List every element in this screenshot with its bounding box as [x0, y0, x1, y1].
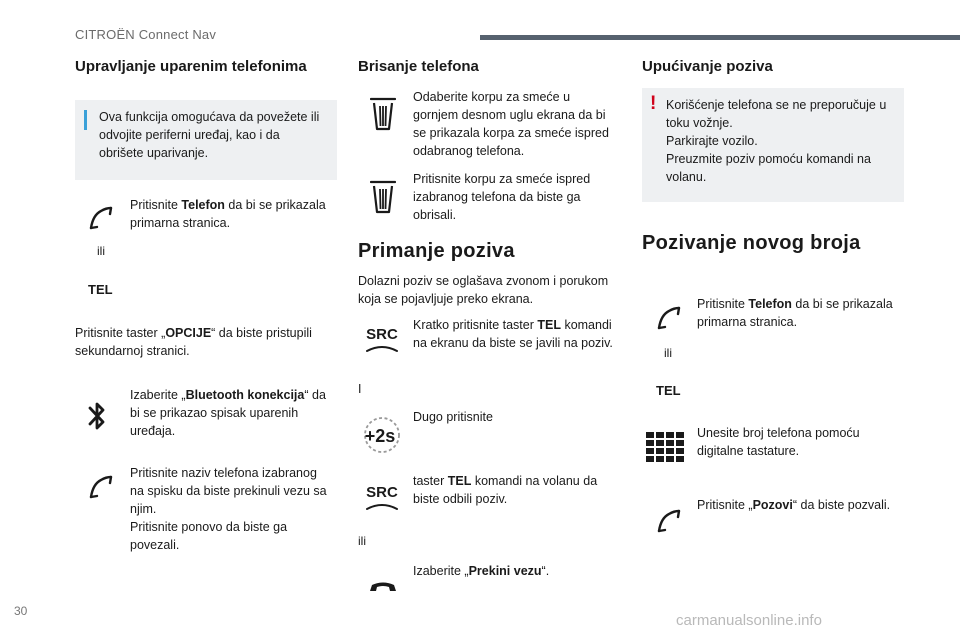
text: “ da biste pozvali.: [792, 498, 891, 512]
or-label: ili: [97, 244, 105, 258]
warning-text: Parkirajte vozilo.: [666, 134, 758, 148]
phone-icon: [88, 205, 114, 231]
keypad-icon: [646, 432, 686, 464]
text: Pritisnite „: [697, 498, 753, 512]
paragraph-options: [75, 324, 335, 360]
step-press-phone: [697, 295, 902, 331]
long-press-icon: [358, 415, 402, 455]
end-call-label: Prekini vezu: [468, 564, 542, 578]
header-bar: [480, 35, 960, 40]
text: da bi se prikazala primarna stranica.: [130, 198, 326, 230]
heading-delete-phone: Brisanje telefona: [358, 58, 479, 75]
tel-label: TEL: [88, 282, 113, 297]
text: Pritisnite: [697, 297, 749, 311]
src-label: SRC: [366, 484, 398, 501]
phone-icon: [656, 305, 682, 331]
trash-icon: [370, 180, 396, 214]
header-title: CITROËN Connect Nav: [75, 27, 217, 42]
info-note: [75, 100, 337, 180]
watermark: carmanualsonline.info: [676, 612, 822, 629]
bluetooth-label: Bluetooth konekcija: [185, 388, 305, 402]
tel-label: TEL: [447, 474, 472, 488]
warning-text: Preuzmite poziv pomoću komandi na volanu.: [666, 152, 871, 184]
text: da bi se prikazala primarna stranica.: [697, 297, 893, 329]
text: Izaberite „: [130, 388, 186, 402]
step-long-press: Dugo pritisnite: [413, 410, 493, 424]
text: taster: [413, 474, 448, 488]
trash-icon: [370, 97, 396, 131]
phone-label: Telefon: [181, 198, 225, 212]
options-label: OPCIJE: [165, 326, 212, 340]
warning-note: [642, 88, 904, 202]
and-label: I: [358, 382, 362, 396]
text: komandi na ekranu da biste se javili na poziv.: [413, 318, 613, 350]
step-phone-name: [130, 464, 330, 554]
phone-icon: [656, 508, 682, 534]
or-label: ili: [358, 534, 366, 548]
text: Kratko pritisnite taster: [413, 318, 538, 332]
src-button-icon: [362, 326, 402, 353]
call-label: Pozovi: [752, 498, 793, 512]
phone-icon: [88, 474, 114, 500]
step-bluetooth: [130, 386, 330, 440]
text: Pritisnite taster „: [75, 326, 166, 340]
step-end-call: [413, 562, 613, 580]
text: “.: [541, 564, 550, 578]
warning-text: Korišćenje telefona se ne preporučuje u toku vožnje.: [666, 98, 887, 130]
step-enter-number: Unesite broj telefona pomoću digitalne tastature.: [697, 426, 860, 458]
src-label: SRC: [366, 326, 398, 343]
heading-receive-call: Primanje poziva: [358, 240, 515, 262]
info-note-text: Ova funkcija omogućava da povežete ili odvojite periferni uređaj, kao i da obrišete uparivanje.: [99, 110, 320, 160]
text: Pritisnite ponovo da biste ga povezali.: [130, 520, 288, 552]
heading-make-call: Upućivanje poziva: [642, 58, 773, 75]
text: “ da biste pristupili sekundarnoj stranici.: [75, 326, 312, 358]
step-answer: [413, 316, 613, 352]
tel-label: TEL: [656, 383, 681, 398]
text: “ da bi se prikazao spisak uparenih uređaja.: [130, 388, 326, 438]
step-reject: [413, 472, 613, 508]
bluetooth-icon: [86, 398, 108, 434]
receive-call-intro: Dolazni poziv se oglašava zvonom i porukom koja se pojavljuje preko ekrana.: [358, 274, 609, 306]
long-press-label: +2s: [364, 426, 396, 446]
heading-call-new-number: Pozivanje novog broja: [642, 232, 861, 254]
text: Izaberite „: [413, 564, 469, 578]
step-call: [697, 496, 902, 514]
phone-label: Telefon: [748, 297, 792, 311]
step-press-phone: [130, 196, 330, 232]
text: Pritisnite naziv telefona izabranog na spisku da biste prekinuli vezu sa njim.: [130, 466, 327, 516]
tel-label: TEL: [537, 318, 561, 332]
step-delete-2: Pritisnite korpu za smeće ispred izabranog telefona da biste ga obrisali.: [413, 172, 591, 222]
heading-manage-paired-phones: Upravljanje uparenim telefonima: [75, 58, 307, 75]
page-number: 30: [14, 604, 28, 618]
text: komandi na volanu da biste odbili poziv.: [413, 474, 598, 506]
or-label: ili: [664, 346, 672, 360]
src-button-icon: [362, 484, 402, 511]
warning-icon: !: [650, 93, 657, 114]
text: Pritisnite: [130, 198, 182, 212]
info-note-bar: [84, 110, 87, 130]
hang-up-icon: [368, 580, 398, 594]
step-delete-1: Odaberite korpu za smeće u gornjem desnom uglu ekrana da bi se prikazala korpa za smeće ispred odabranog telefona.: [413, 90, 609, 158]
